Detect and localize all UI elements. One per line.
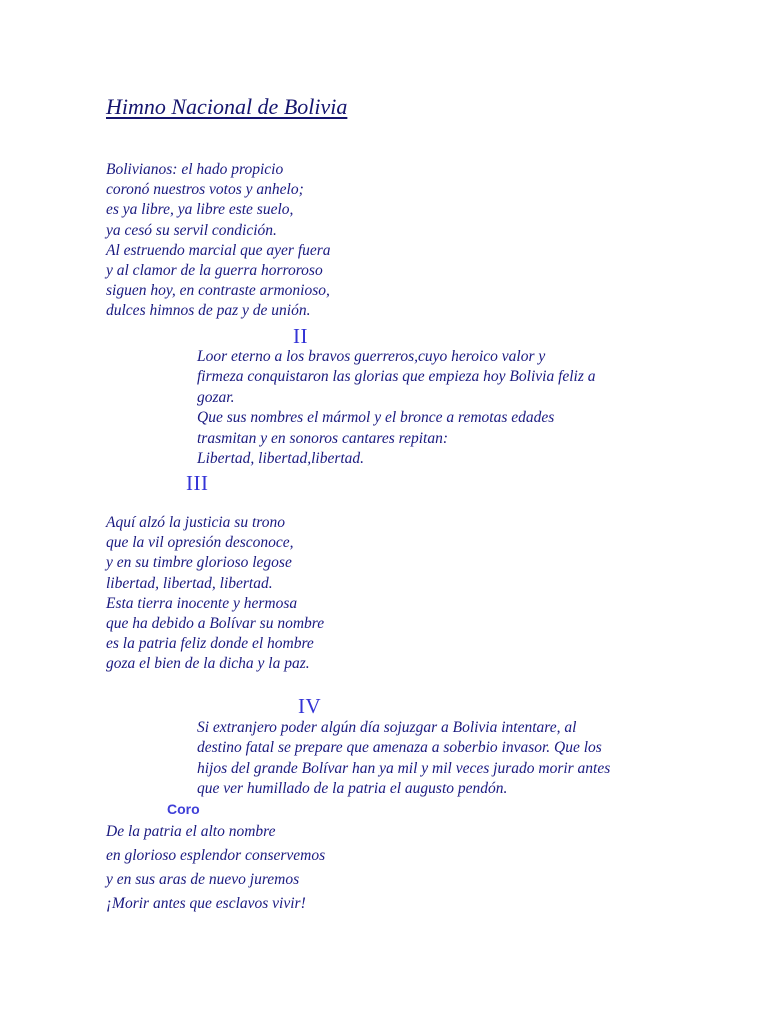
verse-line: ya cesó su servil condición. <box>106 221 277 239</box>
verse-line: que la vil opresión desconoce, <box>106 534 294 552</box>
verse-line: Aquí alzó la justicia su trono <box>106 514 285 531</box>
verse-line: De la patria el alto nombre <box>106 823 276 840</box>
stanza-2 <box>197 347 596 469</box>
verse-line: Si extranjero poder algún día sojuzgar a Bolivia intentare, al <box>197 719 577 736</box>
verse-line: y en su timbre glorioso legose <box>106 554 292 572</box>
verse-line: Esta tierra inocente y hermosa <box>106 594 298 612</box>
verse-line: firmeza conquistaron las glorias que empieza hoy Bolivia feliz a <box>197 368 596 386</box>
verse-line: que ha debido a Bolívar su nombre <box>106 614 325 632</box>
verse-line: en glorioso esplendor conservemos <box>106 847 326 864</box>
anthem-title: Himno Nacional de Bolivia <box>106 94 348 119</box>
stanza-numeral-4: IV <box>298 694 322 718</box>
verse-line: destino fatal se prepare que amenaza a soberbio invasor. Que los <box>197 739 602 757</box>
verse-line: Libertad, libertad,libertad. <box>197 449 365 467</box>
verse-line: y al clamor de la guerra horroroso <box>106 261 323 279</box>
stanza-numeral-3: III <box>186 471 209 495</box>
verse-line: Que sus nombres el mármol y el bronce a remotas edades <box>197 409 555 427</box>
coro-heading: Coro <box>167 801 200 817</box>
verse-line: trasmitan y en sonoros cantares repitan: <box>197 429 448 447</box>
verse-line: goza el bien de la dicha y la paz. <box>106 655 310 673</box>
verse-line: siguen hoy, en contraste armonioso, <box>106 282 330 300</box>
verse-line: gozar. <box>197 388 235 406</box>
verse-line: ¡Morir antes que esclavos vivir! <box>106 895 306 912</box>
stanza-3 <box>106 513 324 675</box>
verse-line: es ya libre, ya libre este suelo, <box>106 201 294 219</box>
verse-line: coronó nuestros votos y anhelo; <box>106 181 304 199</box>
verse-line: Al estruendo marcial que ayer fuera <box>106 241 331 259</box>
verse-line: es la patria feliz donde el hombre <box>106 635 314 653</box>
verse-line: y en sus aras de nuevo juremos <box>106 871 300 888</box>
stanza-4 <box>197 718 610 800</box>
verse-line: que ver humillado de la patria el augusto pendón. <box>197 780 508 798</box>
verse-line: Bolivianos: el hado propicio <box>106 161 284 178</box>
coro-stanza <box>106 820 325 916</box>
verse-line: Loor eterno a los bravos guerreros,cuyo heroico valor y <box>197 348 546 365</box>
verse-line: libertad, libertad, libertad. <box>106 574 273 592</box>
stanza-numeral-2: II <box>293 324 308 348</box>
verse-line: dulces himnos de paz y de unión. <box>106 302 311 320</box>
verse-line: hijos del grande Bolívar han ya mil y mil veces jurado morir antes <box>197 759 611 777</box>
stanza-1 <box>106 160 331 322</box>
